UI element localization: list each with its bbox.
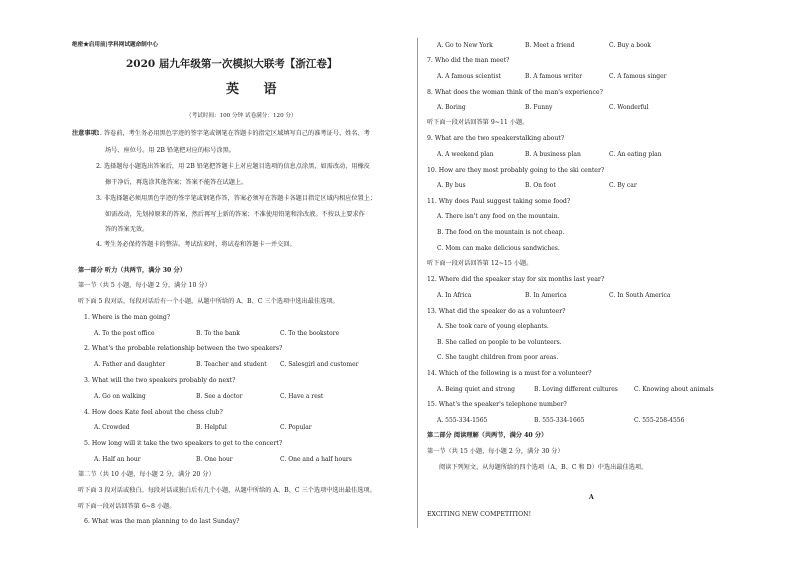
passage-title: EXCITING NEW COMPETITION! <box>427 511 532 518</box>
option-c[interactable]: C. One and a half hours <box>280 456 352 463</box>
instruction-line: 如需改动，先划掉原来的答案，然后再写上新的答案；不准使用铅笔和涂改液。不按以上要求作 <box>105 211 365 218</box>
question-text: 4. How does Kate feel about the chess club? <box>84 409 223 416</box>
option-a[interactable]: A. Go to New York <box>437 42 493 49</box>
option-a[interactable]: A. By bus <box>437 182 466 189</box>
question-text: 9. What are the two speakerstalking about? <box>427 135 565 142</box>
option-c[interactable]: C. A famous singer <box>609 73 667 80</box>
option-c[interactable]: C. Popular <box>280 424 312 431</box>
option-b[interactable]: B. A business plan <box>525 151 581 158</box>
option-a[interactable]: A. Father and daughter <box>94 361 166 368</box>
option-a[interactable]: A. She took care of young elephants. <box>437 323 549 330</box>
option-b[interactable]: B. Teacher and student <box>196 361 267 368</box>
option-a[interactable]: A. To the post office <box>94 330 155 337</box>
question-text: 13. What did the speaker do as a volunteer? <box>427 308 566 315</box>
option-c[interactable]: C. Buy a book <box>609 42 651 49</box>
option-c[interactable]: C. An eating plan <box>609 151 662 158</box>
question-text: 12. Where did the speaker stay for six months last year? <box>427 276 605 283</box>
option-c[interactable]: C. Mom can make delicious sandwiches. <box>437 245 560 252</box>
instruction-line: 3. 非选择题必须用黑色字迹的签字笔或钢笔作答，答案必须写在答题卡各题目指定区域内相应位置上； <box>96 195 377 202</box>
listen-instruction: 听下面一段对话回答第 9~11 小题。 <box>427 119 529 126</box>
subject-title: 英 语 <box>226 82 287 97</box>
option-b[interactable]: B. Loving different cultures <box>534 386 618 393</box>
option-a[interactable]: A. Being quiet and strong <box>437 386 515 393</box>
section1-title: 第一节（共 5 小题，每小题 2 分，满分 10 分） <box>78 282 211 289</box>
secret-label: 绝密★启用前|学科网试题命制中心 <box>72 42 158 48</box>
question-text: 1. Where is the man going? <box>84 314 171 321</box>
option-b[interactable]: B. Helpful <box>196 424 227 431</box>
instruction-line: 1. 答卷前，考生务必用黑色字迹的签字笔或钢笔在答题卡的指定区域填写自己的准考证号、姓名、考 <box>96 130 370 137</box>
option-b[interactable]: B. See a doctor <box>196 393 243 400</box>
instruction-line: 4. 考生务必保持答题卡的整洁。考试结束时，将试卷和答题卡一并交回。 <box>96 241 296 248</box>
question-text: 8. What does the woman think of the man's experience? <box>427 89 603 96</box>
option-a[interactable]: A. 555-334-1565 <box>437 417 488 424</box>
option-a[interactable]: A. Go on walking <box>94 393 146 400</box>
option-b[interactable]: B. 555-334-1665 <box>534 417 585 424</box>
listen-instruction: 听下面一段对话回答第 6~8 小题。 <box>78 503 176 510</box>
question-text: 5. How long will it take the two speakers to get to the concert? <box>84 440 283 447</box>
section1-desc: 听下面 5 段对话，每段对话后有一个小题，从题中所给的 A、B、C 三个选项中选出最佳选项。 <box>78 298 339 305</box>
section2-desc: 听下面 3 段对话或独白。每段对话或独白后有几个小题，从题中所给的 A、B、C 三个选项中选出最佳选项。 <box>78 487 376 494</box>
question-text: 15. What's the speaker's telephone number? <box>427 401 567 408</box>
question-text: 11. Why does Paul suggest taking some food? <box>427 198 571 205</box>
option-b[interactable]: B. To the bank <box>196 330 240 337</box>
part2-section1-title: 第一节（共 15 小题，每小题 2 分，满分 30 分） <box>427 448 564 455</box>
question-text: 2. What's the probable relationship between the two speakers? <box>84 345 283 352</box>
option-a[interactable]: A. A weekend plan <box>437 151 494 158</box>
option-c[interactable]: C. In South America <box>609 292 671 299</box>
instruction-line: 2. 选择题每小题选出答案后，用 2B 铅笔把答题卡上对应题目选项的信息点涂黑，如需改动，用橡皮 <box>96 163 370 170</box>
question-text: 3. What will the two speakers probably do next? <box>84 377 236 384</box>
option-c[interactable]: C. By car <box>609 182 637 189</box>
option-c[interactable]: C. Knowing about animals <box>634 386 714 393</box>
option-b[interactable]: B. The food on the mountain is not cheap. <box>437 229 565 236</box>
part2-desc: 阅读下列短文，从每题所给的四个选项（A、B、C 和 D）中选出最佳选项。 <box>439 464 648 471</box>
column-divider <box>417 38 418 528</box>
option-a[interactable]: A. There isn't any food on the mountain. <box>437 213 560 220</box>
option-a[interactable]: A. A famous scientist <box>437 73 501 80</box>
question-text: 7. Who did the man meet? <box>427 57 510 64</box>
instruction-line: 擦干净后，再选涂其他答案；答案不能答在试题上。 <box>105 179 248 186</box>
listen-instruction: 听下面一段对话回答第 12~15 小题。 <box>427 260 533 267</box>
option-a[interactable]: A. Crowded <box>94 424 130 431</box>
question-text: 14. Which of the following is a must for a volunteer? <box>427 370 592 377</box>
option-c[interactable]: C. Wonderful <box>609 104 649 111</box>
option-b[interactable]: B. In America <box>525 292 567 299</box>
exam-info: （考试时间：100 分钟 试卷满分：120 分） <box>186 113 297 119</box>
option-c[interactable]: C. 555-258-4556 <box>634 417 685 424</box>
instruction-line: 场号、座位号。用 2B 铅笔把对应的标号涂黑。 <box>105 147 235 154</box>
option-b[interactable]: B. One hour <box>196 456 233 463</box>
instructions-label: 注意事项： <box>72 130 103 137</box>
option-b[interactable]: B. On foot <box>525 182 556 189</box>
exam-title: 2020 届九年级第一次模拟大联考【浙江卷】 <box>126 58 338 70</box>
option-c[interactable]: C. Have a rest <box>280 393 324 400</box>
question-text: 10. How are they most probably going to the ski center? <box>427 167 605 174</box>
option-c[interactable]: C. She taught children from poor areas. <box>437 354 559 361</box>
option-b[interactable]: B. She called on people to be volunteers. <box>437 339 562 346</box>
option-b[interactable]: B. Funny <box>525 104 553 111</box>
option-a[interactable]: A. Half an hour <box>94 456 141 463</box>
option-c[interactable]: C. Salesgirl and customer <box>280 361 359 368</box>
instruction-line: 答的答案无效。 <box>105 226 149 233</box>
section2-title: 第二节（共 10 小题，每小题 2 分，满分 20 分） <box>78 471 215 478</box>
option-c[interactable]: C. To the bookstore <box>280 330 340 337</box>
option-a[interactable]: A. Boring <box>437 104 466 111</box>
part2-title: 第二部分 阅读理解（共两节，满分 40 分） <box>427 432 548 439</box>
passage-letter: A <box>589 494 594 501</box>
option-b[interactable]: B. A famous writer <box>525 73 583 80</box>
option-b[interactable]: B. Meet a friend <box>525 42 575 49</box>
option-a[interactable]: A. In Africa <box>437 292 472 299</box>
part1-title: 第一部分 听力（共两节，满分 30 分） <box>78 267 186 274</box>
question-text: 6. What was the man planning to do last Sunday? <box>84 518 240 525</box>
